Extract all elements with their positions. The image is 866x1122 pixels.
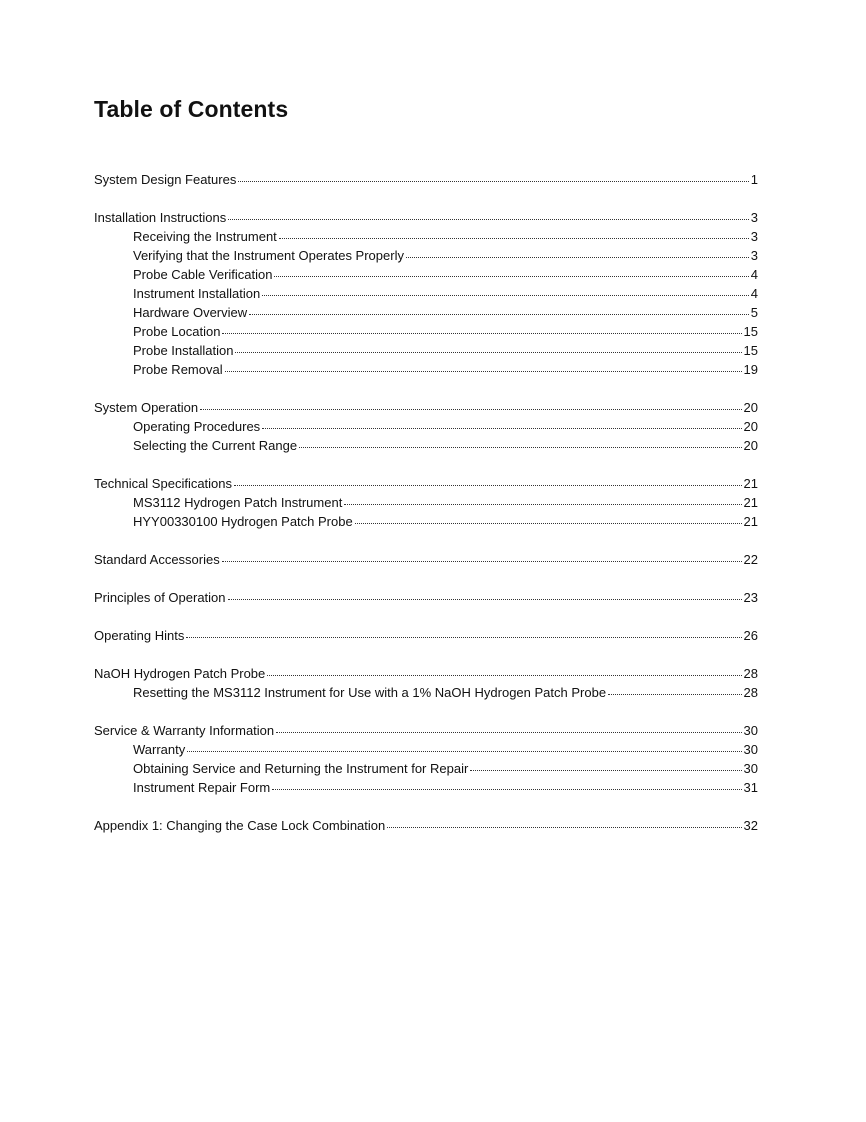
toc-dot-leader: [272, 779, 741, 790]
toc-entry[interactable]: [133, 436, 758, 455]
toc-dot-leader: [406, 247, 749, 258]
toc-entry-page-number: 4: [750, 286, 758, 301]
toc-entry-page-number: 19: [743, 362, 758, 377]
toc-entry[interactable]: [133, 360, 758, 379]
toc-entry-label: Receiving the Instrument: [133, 229, 277, 244]
toc-entry-label: Operating Procedures: [133, 419, 261, 434]
toc-entry-page-number: 28: [743, 666, 758, 681]
toc-entry-page-number: 21: [743, 514, 758, 529]
toc-entry[interactable]: [94, 550, 758, 569]
toc-entry[interactable]: [94, 664, 758, 683]
toc-entry-page-number: 5: [750, 305, 758, 320]
toc-entry[interactable]: [133, 303, 758, 322]
toc-entry[interactable]: [133, 740, 758, 759]
toc-dot-leader: [608, 684, 741, 695]
toc-dot-leader: [262, 418, 741, 429]
toc-entry[interactable]: [133, 417, 758, 436]
toc-entry-label: Warranty: [133, 742, 186, 757]
toc-dot-leader: [470, 760, 741, 771]
toc-entry[interactable]: [133, 493, 758, 512]
toc-entry-label: Verifying that the Instrument Operates Properly: [133, 248, 404, 263]
toc-entry[interactable]: [133, 341, 758, 360]
toc-dot-leader: [222, 551, 742, 562]
toc-entry-page-number: 23: [743, 590, 758, 605]
toc-dot-leader: [187, 741, 741, 752]
toc-dot-leader: [234, 475, 742, 486]
toc-entry[interactable]: [133, 284, 758, 303]
toc-entry[interactable]: [94, 170, 758, 189]
toc-entry[interactable]: [133, 265, 758, 284]
toc-dot-leader: [222, 323, 741, 334]
toc-entry-page-number: 30: [743, 742, 758, 757]
toc-dot-leader: [274, 266, 748, 277]
toc-entry-label: Probe Removal: [133, 362, 223, 377]
toc-dot-leader: [228, 589, 742, 600]
toc-entry-page-number: 1: [750, 172, 758, 187]
toc-entry-label: Hardware Overview: [133, 305, 248, 320]
toc-entry-label: HYY00330100 Hydrogen Patch Probe: [133, 514, 353, 529]
toc-dot-leader: [276, 722, 741, 733]
toc-entry[interactable]: [133, 246, 758, 265]
toc-entry[interactable]: [94, 626, 758, 645]
toc-entry[interactable]: [133, 512, 758, 531]
toc-entry-page-number: 20: [743, 419, 758, 434]
toc-dot-leader: [279, 228, 749, 239]
toc-entry-label: Appendix 1: Changing the Case Lock Combination: [94, 818, 386, 833]
toc-entry-page-number: 30: [743, 761, 758, 776]
toc-entry-label: System Operation: [94, 400, 199, 415]
toc-entry[interactable]: [133, 759, 758, 778]
toc-entry-page-number: 4: [750, 267, 758, 282]
toc-dot-leader: [249, 304, 749, 315]
toc-entry-label: MS3112 Hydrogen Patch Instrument: [133, 495, 343, 510]
toc-dot-leader: [186, 627, 741, 638]
toc-entry-page-number: 31: [743, 780, 758, 795]
toc-dot-leader: [387, 817, 741, 828]
toc-entry-page-number: 15: [743, 324, 758, 339]
toc-entry[interactable]: [94, 398, 758, 417]
toc-entry-page-number: 15: [743, 343, 758, 358]
toc-dot-leader: [200, 399, 741, 410]
toc-entry[interactable]: [94, 474, 758, 493]
toc-entry-page-number: 32: [743, 818, 758, 833]
page-title: Table of Contents: [94, 96, 289, 122]
toc-entry[interactable]: [133, 227, 758, 246]
toc-entry-page-number: 21: [743, 495, 758, 510]
toc-entry-page-number: 20: [743, 400, 758, 415]
toc-entry-label: Instrument Repair Form: [133, 780, 271, 795]
toc-entry[interactable]: [94, 721, 758, 740]
toc-entry-page-number: 20: [743, 438, 758, 453]
toc-dot-leader: [228, 209, 749, 220]
toc-entry-label: Standard Accessories: [94, 552, 220, 567]
toc-entry-page-number: 3: [750, 248, 758, 263]
toc-dot-leader: [262, 285, 749, 296]
toc-entry-page-number: 28: [743, 685, 758, 700]
toc-entry[interactable]: [133, 683, 758, 702]
toc-entry-label: NaOH Hydrogen Patch Probe: [94, 666, 266, 681]
toc-entry-label: Principles of Operation: [94, 590, 226, 605]
toc-entry-label: Service & Warranty Information: [94, 723, 275, 738]
toc-entry-label: Operating Hints: [94, 628, 185, 643]
toc-dot-leader: [267, 665, 741, 676]
toc-entry-page-number: 3: [750, 210, 758, 225]
toc-dot-leader: [238, 171, 748, 182]
toc-entry[interactable]: [94, 208, 758, 227]
toc-entry-page-number: 22: [743, 552, 758, 567]
toc-entry[interactable]: [94, 816, 758, 835]
toc-entry[interactable]: [133, 322, 758, 341]
toc-entry-page-number: 30: [743, 723, 758, 738]
toc-entry-label: System Design Features: [94, 172, 237, 187]
toc-entry-page-number: 26: [743, 628, 758, 643]
toc-dot-leader: [225, 361, 742, 372]
toc-entry-label: Resetting the MS3112 Instrument for Use with a 1% NaOH Hydrogen Patch Probe: [133, 685, 607, 700]
toc-entry-page-number: 21: [743, 476, 758, 491]
toc-entry-label: Probe Location: [133, 324, 221, 339]
toc-entry-label: Technical Specifications: [94, 476, 233, 491]
toc-entry[interactable]: [133, 778, 758, 797]
toc-dot-leader: [344, 494, 741, 505]
toc-dot-leader: [355, 513, 742, 524]
toc-entry-label: Instrument Installation: [133, 286, 261, 301]
toc-dot-leader: [235, 342, 741, 353]
toc-entry-label: Probe Installation: [133, 343, 234, 358]
toc-entry-label: Selecting the Current Range: [133, 438, 298, 453]
toc-entry-label: Probe Cable Verification: [133, 267, 273, 282]
toc-entry-label: Obtaining Service and Returning the Instrument for Repair: [133, 761, 469, 776]
toc-entry-label: Installation Instructions: [94, 210, 227, 225]
toc-dot-leader: [299, 437, 741, 448]
toc-entry[interactable]: [94, 588, 758, 607]
toc-entry-page-number: 3: [750, 229, 758, 244]
